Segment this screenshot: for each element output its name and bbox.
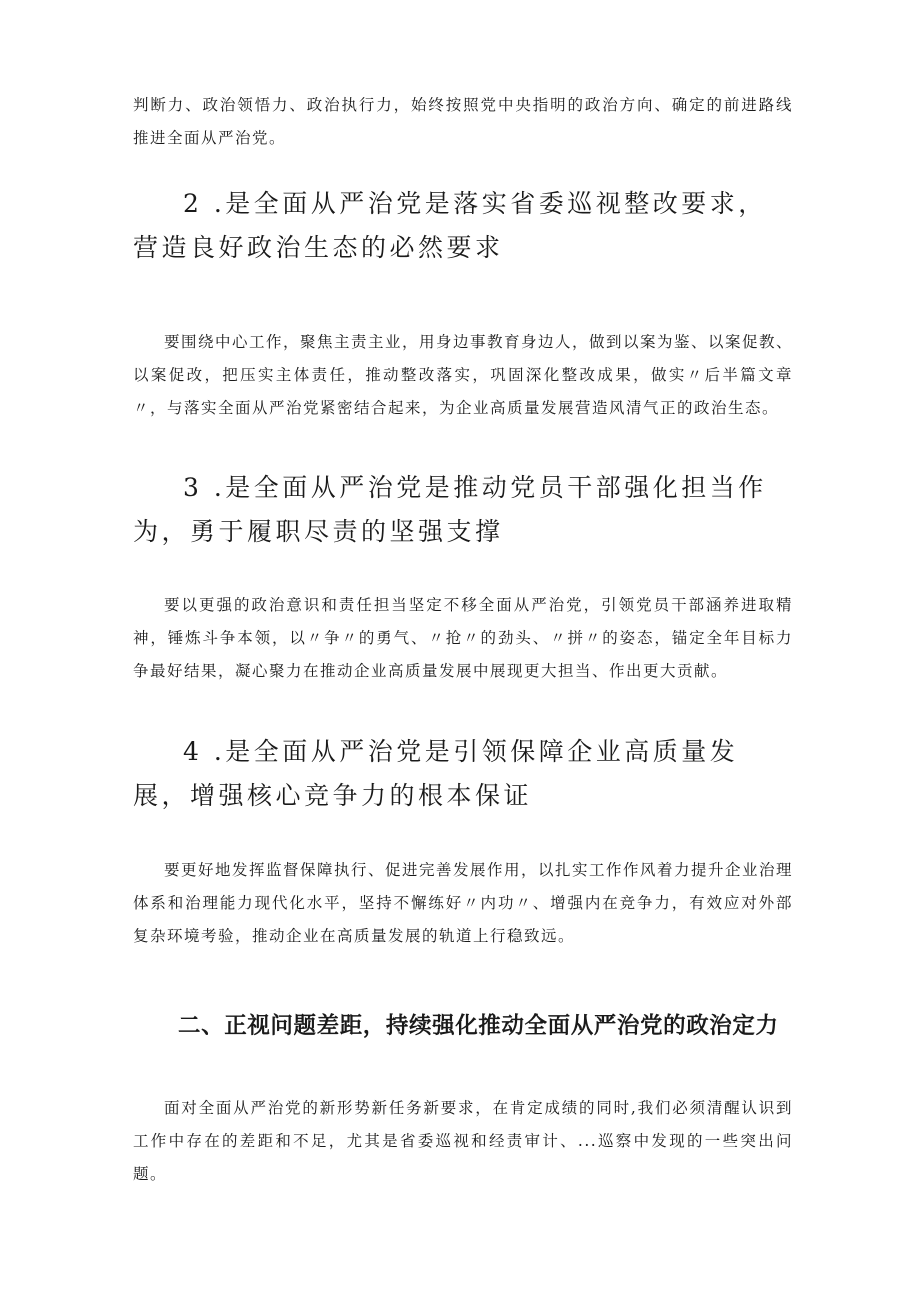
section-4-paragraph: 要更好地发挥监督保障执行、促进完善发展作用，以扎实工作作风着力提升企业治理体系和治理能力现代化水平，坚持不懈练好〃内功〃、增强内在竞争力，有效应对外部复杂环境考验，推动企业在高质量发展的轨道上行稳致远。	[133, 861, 794, 945]
continuation-paragraph: 判断力、政治领悟力、政治执行力，始终按照党中央指明的政治方向、确定的前进路线推进全面从严治党。	[133, 96, 793, 147]
section-2-paragraph: 要围绕中心工作，聚焦主责主业，用身边事教育身边人，做到以案为鉴、以案促教、以案促改，把压实主体责任，推动整改落实，巩固深化整改成果，做实〃后半篇文章〃，与落实全面从严治党紧密结合起来，为企业高质量发展营造风清气正的政治生态。	[133, 333, 794, 417]
subheading-4: 4 .是全面从严治党是引领保障企业高质量发展，增强核心竞争力的根本保证	[133, 737, 739, 810]
part-two-paragraph: 面对全面从严治党的新形势新任务新要求，在肯定成绩的同时,我们必须清醒认识到工作中存在的差距和不足，尤其是省委巡视和经责审计、...巡察中发现的一些突出问题。	[133, 1099, 793, 1183]
subheading-3: 3 .是全面从严治党是推动党员干部强化担当作为，勇于履职尽责的坚强支撑	[133, 473, 767, 546]
subheading-2: 2 .是全面从严治党是落实省委巡视整改要求，营造良好政治生态的必然要求	[133, 189, 767, 262]
section-heading-part-two: 二、正视问题差距，持续强化推动全面从严治党的政治定力	[178, 1013, 779, 1039]
section-3-paragraph: 要以更强的政治意识和责任担当坚定不移全面从严治党，引领党员干部涵养进取精神，锤炼斗争本领，以〃争〃的勇气、〃抢〃的劲头、〃拼〃的姿态，锚定全年目标力争最好结果，凝心聚力在推动企业高质量发展中展现更大担当、作出更大贡献。	[133, 596, 793, 680]
